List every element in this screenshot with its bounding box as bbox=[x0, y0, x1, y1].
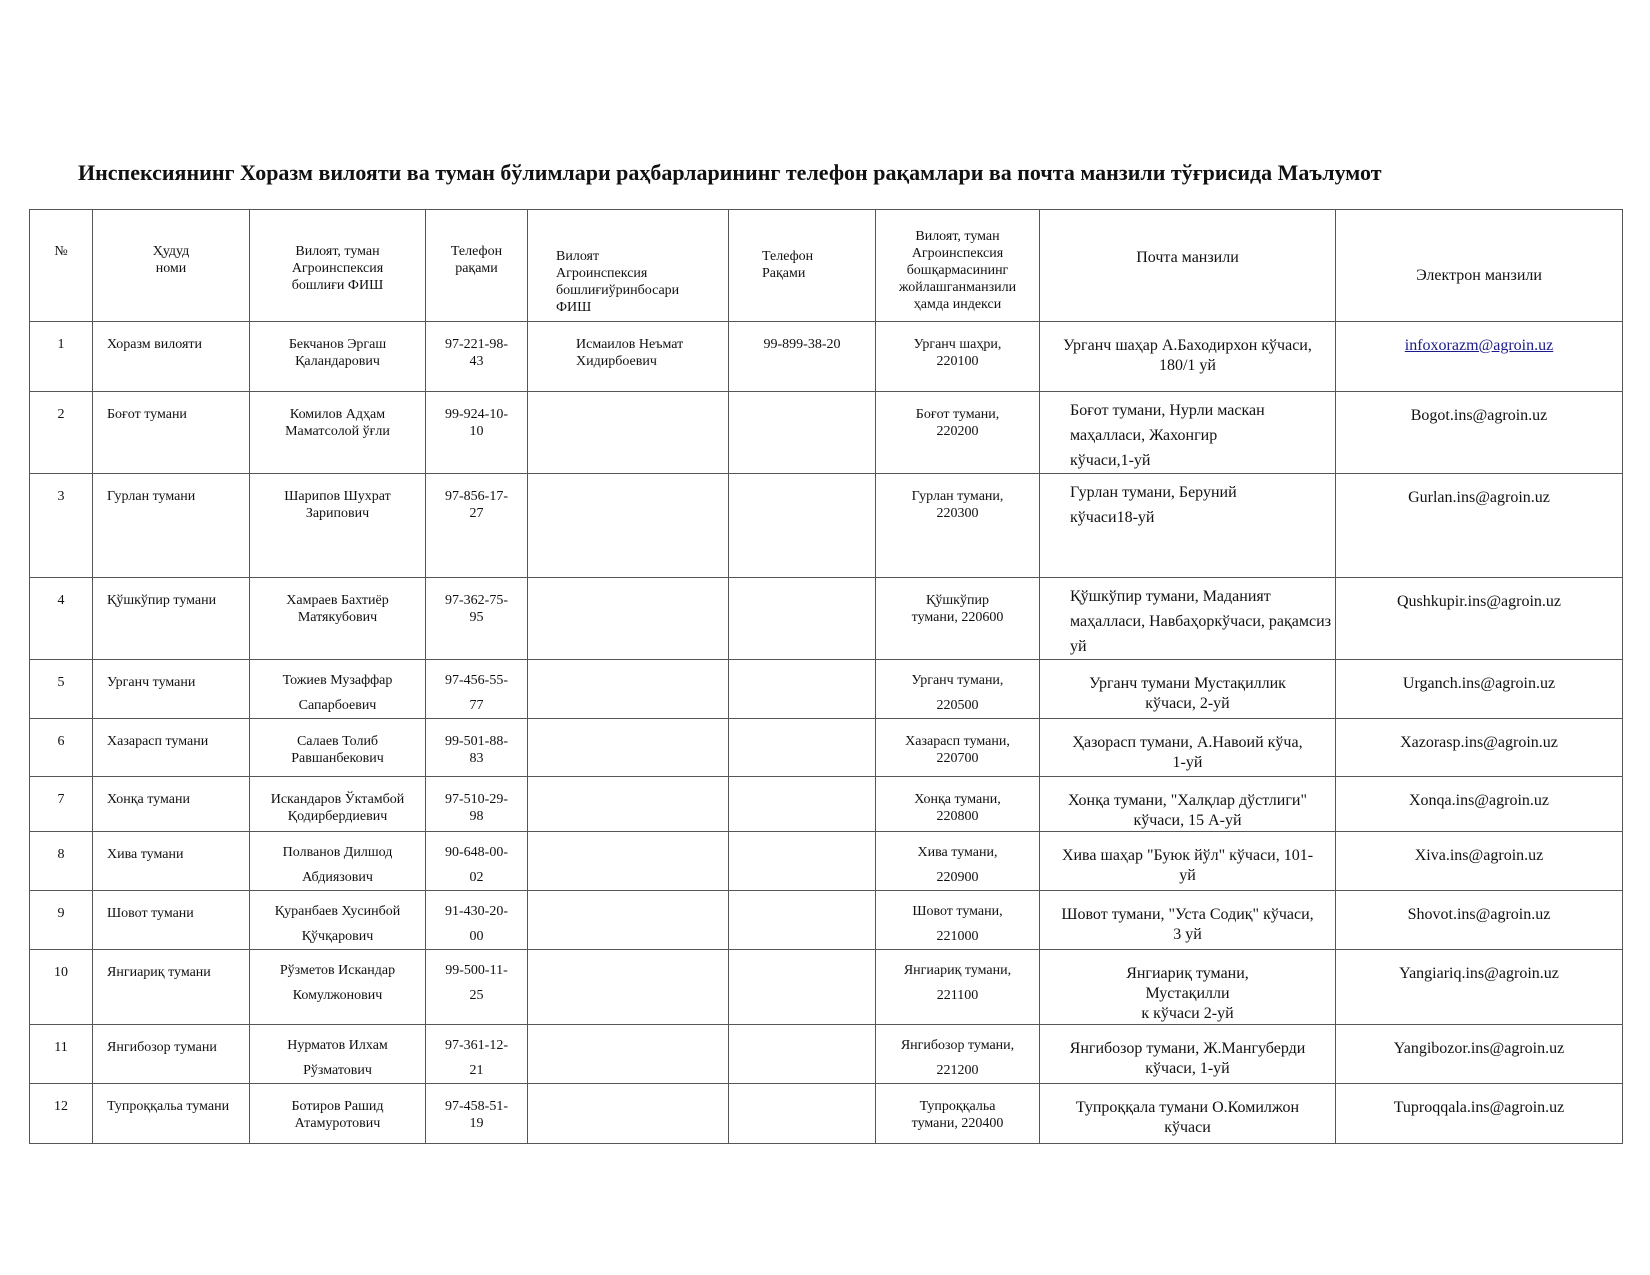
cell-head: Рўзметов Искандар Комулжонович bbox=[250, 950, 426, 1025]
table-row bbox=[30, 950, 1623, 1025]
cell-head: Ботиров Рашид Атамуротович bbox=[250, 1084, 426, 1144]
cell-postal: Шовот тумани, "Уста Содиқ" кўчаси, 3 уй bbox=[1040, 891, 1336, 950]
cell-num: 8 bbox=[30, 832, 93, 891]
cell-deputy bbox=[528, 660, 729, 719]
cell-deputy bbox=[528, 392, 729, 474]
table-row bbox=[30, 578, 1623, 660]
cell-email bbox=[1336, 322, 1623, 392]
cell-num: 3 bbox=[30, 474, 93, 578]
cell-head: Қуранбаев Хусинбой Қўчқарович bbox=[250, 891, 426, 950]
cell-num: 11 bbox=[30, 1025, 93, 1084]
cell-deputy-phone bbox=[729, 950, 876, 1025]
cell-head: Тожиев Музаффар Сапарбоевич bbox=[250, 660, 426, 719]
cell-region: Хазарасп тумани bbox=[93, 719, 250, 777]
cell-num: 4 bbox=[30, 578, 93, 660]
cell-deputy-phone bbox=[729, 777, 876, 832]
cell-email: Yangibozor.ins@agroin.uz bbox=[1336, 1025, 1623, 1084]
table-row bbox=[30, 474, 1623, 578]
cell-postal: Гурлан тумани, Беруний кўчаси18-уй bbox=[1040, 474, 1336, 578]
cell-phone: 97-221-98- 43 bbox=[426, 322, 528, 392]
cell-region: Тупроққальа тумани bbox=[93, 1084, 250, 1144]
cell-head: Искандаров Ўктамбой Қодирбердиевич bbox=[250, 777, 426, 832]
cell-office: Боғот тумани, 220200 bbox=[876, 392, 1040, 474]
cell-office: Урганч тумани, 220500 bbox=[876, 660, 1040, 719]
cell-region: Хоразм вилояти bbox=[93, 322, 250, 392]
cell-phone: 97-856-17- 27 bbox=[426, 474, 528, 578]
cell-region: Қўшкўпир тумани bbox=[93, 578, 250, 660]
cell-num: 1 bbox=[30, 322, 93, 392]
cell-email: Urganch.ins@agroin.uz bbox=[1336, 660, 1623, 719]
cell-office: Хонқа тумани, 220800 bbox=[876, 777, 1040, 832]
cell-deputy-phone bbox=[729, 474, 876, 578]
cell-postal: Ҳазорасп тумани, А.Навоий кўча, 1-уй bbox=[1040, 719, 1336, 777]
cell-num: 5 bbox=[30, 660, 93, 719]
cell-region: Хонқа тумани bbox=[93, 777, 250, 832]
cell-postal: Янгиариқ тумани, Мустақилли к кўчаси 2-уй bbox=[1040, 950, 1336, 1025]
cell-deputy-phone bbox=[729, 891, 876, 950]
cell-deputy-phone bbox=[729, 578, 876, 660]
cell-region: Боғот тумани bbox=[93, 392, 250, 474]
cell-region: Янгиариқ тумани bbox=[93, 950, 250, 1025]
cell-phone: 99-500-11- 25 bbox=[426, 950, 528, 1025]
cell-phone: 97-456-55- 77 bbox=[426, 660, 528, 719]
header-cell: Почта манзили bbox=[1040, 210, 1336, 322]
cell-email: Shovot.ins@agroin.uz bbox=[1336, 891, 1623, 950]
cell-deputy bbox=[528, 578, 729, 660]
cell-head: Хамраев Бахтиёр Матякубович bbox=[250, 578, 426, 660]
cell-office: Шовот тумани, 221000 bbox=[876, 891, 1040, 950]
header-cell: Вилоят Агроинспексия бошлиғиўринбосари ФИШ bbox=[528, 210, 729, 322]
page-title: Инспексиянинг Хоразм вилояти ва туман бўлимлари раҳбарларининг телефон рақамлари ва почта манзили тўғрисида Маълумот bbox=[78, 160, 1382, 185]
cell-office: Янгибозор тумани, 221200 bbox=[876, 1025, 1040, 1084]
table-header-row bbox=[30, 210, 1623, 322]
header-cell: Вилоят, туман Агроинспексия бошлиғи ФИШ bbox=[250, 210, 426, 322]
cell-deputy bbox=[528, 1084, 729, 1144]
cell-deputy bbox=[528, 832, 729, 891]
cell-phone: 97-510-29- 98 bbox=[426, 777, 528, 832]
table-row bbox=[30, 1084, 1623, 1144]
cell-head: Комилов Адҳам Маматсолой ўғли bbox=[250, 392, 426, 474]
table-row bbox=[30, 891, 1623, 950]
cell-deputy-phone bbox=[729, 1025, 876, 1084]
cell-email: Gurlan.ins@agroin.uz bbox=[1336, 474, 1623, 578]
cell-office: Янгиариқ тумани, 221100 bbox=[876, 950, 1040, 1025]
table-row bbox=[30, 719, 1623, 777]
header-cell: Вилоят, туман Агроинспексия бошқармасининг жойлашганманзили ҳамда индекси bbox=[876, 210, 1040, 322]
table-row bbox=[30, 832, 1623, 891]
cell-deputy bbox=[528, 777, 729, 832]
contacts-table bbox=[29, 209, 1623, 1144]
table-row bbox=[30, 392, 1623, 474]
cell-phone: 97-362-75- 95 bbox=[426, 578, 528, 660]
cell-region: Шовот тумани bbox=[93, 891, 250, 950]
cell-deputy bbox=[528, 950, 729, 1025]
table-row bbox=[30, 660, 1623, 719]
cell-postal: Хонқа тумани, "Халқлар дўстлиги" кўчаси, 15 А-уй bbox=[1040, 777, 1336, 832]
cell-office: Урганч шаҳри, 220100 bbox=[876, 322, 1040, 392]
cell-phone: 99-501-88- 83 bbox=[426, 719, 528, 777]
cell-head: Бекчанов Эргаш Қаландарович bbox=[250, 322, 426, 392]
cell-num: 7 bbox=[30, 777, 93, 832]
cell-region: Хива тумани bbox=[93, 832, 250, 891]
cell-email: Xonqa.ins@agroin.uz bbox=[1336, 777, 1623, 832]
cell-phone: 97-458-51- 19 bbox=[426, 1084, 528, 1144]
cell-head: Нурматов Илхам Рўзматович bbox=[250, 1025, 426, 1084]
header-cell: Телефон рақами bbox=[426, 210, 528, 322]
cell-deputy bbox=[528, 1025, 729, 1084]
cell-head: Салаев Толиб Равшанбекович bbox=[250, 719, 426, 777]
cell-region: Янгибозор тумани bbox=[93, 1025, 250, 1084]
cell-num: 9 bbox=[30, 891, 93, 950]
header-cell: Телефон Рақами bbox=[729, 210, 876, 322]
table-row bbox=[30, 322, 1623, 392]
cell-phone: 97-361-12- 21 bbox=[426, 1025, 528, 1084]
cell-email: Bogot.ins@agroin.uz bbox=[1336, 392, 1623, 474]
cell-email: Tuproqqala.ins@agroin.uz bbox=[1336, 1084, 1623, 1144]
cell-postal: Урганч тумани Мустақиллик кўчаси, 2-уй bbox=[1040, 660, 1336, 719]
cell-postal: Хива шаҳар "Буюк йўл" кўчаси, 101- уй bbox=[1040, 832, 1336, 891]
cell-deputy bbox=[528, 719, 729, 777]
cell-deputy-phone bbox=[729, 1084, 876, 1144]
email-link[interactable]: infoxorazm@agroin.uz bbox=[1404, 337, 1554, 354]
cell-email: Xiva.ins@agroin.uz bbox=[1336, 832, 1623, 891]
cell-num: 2 bbox=[30, 392, 93, 474]
cell-office: Тупроққальа тумани, 220400 bbox=[876, 1084, 1040, 1144]
cell-email: Xazorasp.ins@agroin.uz bbox=[1336, 719, 1623, 777]
cell-head: Полванов Дилшод Абдиязович bbox=[250, 832, 426, 891]
cell-num: 6 bbox=[30, 719, 93, 777]
cell-postal: Боғот тумани, Нурли маскан маҳалласи, Жахонгир кўчаси,1-уй bbox=[1040, 392, 1336, 474]
table-row bbox=[30, 777, 1623, 832]
cell-email: Qushkupir.ins@agroin.uz bbox=[1336, 578, 1623, 660]
cell-region: Урганч тумани bbox=[93, 660, 250, 719]
cell-postal: Тупроққала тумани О.Комилжон кўчаси bbox=[1040, 1084, 1336, 1144]
cell-phone: 90-648-00- 02 bbox=[426, 832, 528, 891]
cell-num: 10 bbox=[30, 950, 93, 1025]
cell-deputy bbox=[528, 474, 729, 578]
cell-deputy-phone bbox=[729, 832, 876, 891]
cell-office: Хазарасп тумани, 220700 bbox=[876, 719, 1040, 777]
cell-deputy bbox=[528, 891, 729, 950]
cell-deputy: Исмаилов Неъмат Хидирбоевич bbox=[528, 322, 729, 392]
cell-head: Шарипов Шухрат Зарипович bbox=[250, 474, 426, 578]
header-cell: Ҳудуд номи bbox=[93, 210, 250, 322]
cell-num: 12 bbox=[30, 1084, 93, 1144]
cell-deputy-phone bbox=[729, 719, 876, 777]
cell-region: Гурлан тумани bbox=[93, 474, 250, 578]
header-cell: № bbox=[30, 210, 93, 322]
cell-office: Қўшкўпир тумани, 220600 bbox=[876, 578, 1040, 660]
cell-postal: Янгибозор тумани, Ж.Мангуберди кўчаси, 1-уй bbox=[1040, 1025, 1336, 1084]
cell-phone: 91-430-20- 00 bbox=[426, 891, 528, 950]
cell-postal: Урганч шаҳар А.Баходирхон кўчаси, 180/1 уй bbox=[1040, 322, 1336, 392]
cell-deputy-phone: 99-899-38-20 bbox=[729, 322, 876, 392]
cell-office: Хива тумани, 220900 bbox=[876, 832, 1040, 891]
cell-phone: 99-924-10- 10 bbox=[426, 392, 528, 474]
header-cell: Электрон манзили bbox=[1336, 210, 1623, 322]
table-row bbox=[30, 1025, 1623, 1084]
cell-deputy-phone bbox=[729, 392, 876, 474]
cell-postal: Қўшкўпир тумани, Маданият маҳалласи, Навбаҳоркўчаси, рақамсиз уй bbox=[1040, 578, 1336, 660]
cell-deputy-phone bbox=[729, 660, 876, 719]
cell-office: Гурлан тумани, 220300 bbox=[876, 474, 1040, 578]
cell-email: Yangiariq.ins@agroin.uz bbox=[1336, 950, 1623, 1025]
